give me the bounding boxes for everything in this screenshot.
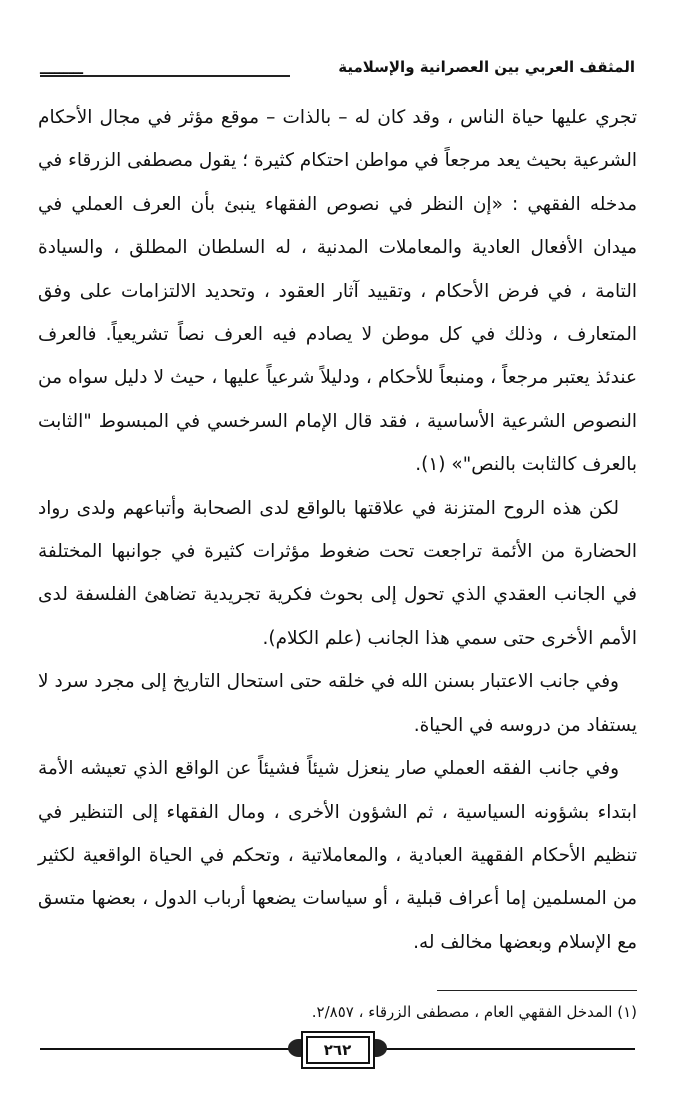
- paragraph-2: لكن هذه الروح المتزنة في علاقتها بالواقع لدى الصحابة وأتباعهم ولدى رواد الحضارة من الأئمة تراجعت تحت ضغوط مؤثرات كثيرة في جوانبها المختلفة في الجانب العقدي الذي تحول إلى بحوث فكرية تجريدية تضاهئ الفلسفة لدى الأمم الأخرى حتى سمي هذا الجانب (علم الكلام).: [38, 497, 637, 649]
- main-text: [38, 96, 637, 964]
- page-number: ٢٦٢: [306, 1036, 370, 1064]
- header-title: المثقف العربي بين العصرانية والإسلامية: [338, 58, 635, 76]
- page-footer: [40, 1036, 635, 1062]
- footnote-separator: [437, 990, 637, 991]
- footnote: (١) المدخل الفقهي العام ، مصطفى الزرقاء ، ٢/٨٥٧.: [311, 1003, 637, 1021]
- paragraph-3: وفي جانب الاعتبار بسنن الله في خلقه حتى استحال التاريخ إلى مجرد سرد لا يستفاد من دروسه في الحياة.: [38, 671, 637, 736]
- running-header: [40, 58, 635, 86]
- footer-rule-right: [385, 1048, 635, 1050]
- footer-rule-left: [40, 1048, 290, 1050]
- paragraph-1: تجري عليها حياة الناس ، وقد كان له – بالذات – موقع مؤثر في مجال الأحكام الشرعية بحيث يعد مرجعاً في مواطن احتكام كثيرة ؛ يقول مصطفى الزرقاء في مدخله الفقهي : «إن النظر في نصوص الفقهاء ينبئ بأن العرف العملي في ميدان الأفعال العادية والمعاملات المدنية ، له السلطان المطلق ، والسيادة التامة ، في فرض الأحكام ، وتقييد آثار العقود ، وتحديد الالتزامات على وفق المتعارف ، وذلك في كل موطن لا يصادم فيه العرف نصاً تشريعياً. فالعرف عندئذ يعتبر مرجعاً ، ومنبعاً للأحكام ، ودليلاً شرعياً عليها ، حيث لا دليل سواه من النصوص الشرعية الأساسية ، فقد قال الإمام السرخسي في المبسوط "الثابت بالعرف كالثابت بالنص"» (١).: [37, 107, 637, 476]
- paragraph-4: وفي جانب الفقه العملي صار ينعزل شيئاً فشيئاً عن الواقع الذي تعيشه الأمة ابتداء بشؤونه السياسية ، ثم الشؤون الأخرى ، ومال الفقهاء إلى التنظير في تنظيم الأحكام الفقهية العبادية ، والمعاملاتية ، وتحكم في الحياة الواقعية لكثير من المسلمين إما أعراف قبلية ، أو سياسات يضعها أرباب الدول ، بعضها متسق مع الإسلام وبعضها مخالف له.: [38, 758, 637, 953]
- header-dash: ـــــــــ: [40, 62, 84, 78]
